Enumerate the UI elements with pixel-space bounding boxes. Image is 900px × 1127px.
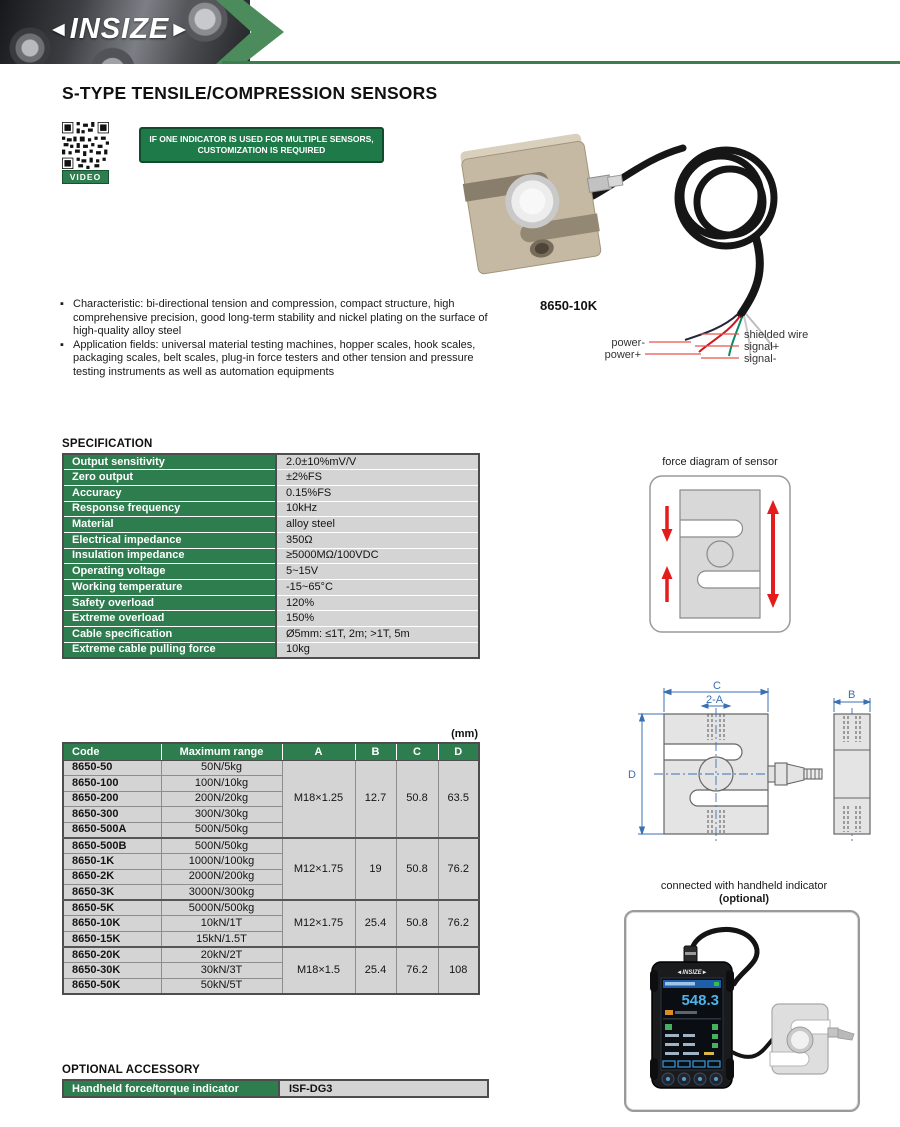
force-diagram — [640, 472, 800, 640]
dim-label-c: C — [713, 680, 721, 692]
col-header-code: Code — [63, 743, 161, 760]
table-row — [63, 760, 479, 776]
table-row — [63, 595, 479, 611]
table-row — [63, 548, 479, 564]
feature-application: ▪ Application fields: universal material testing machines, hopper scales, hook scales, packaging scales, belt scales, plug-in force testers and other tension and pressure testing instruments as well as automation equipments — [60, 339, 492, 380]
spec-value: 120% — [276, 595, 479, 611]
cell-range: 200N/20kg — [161, 791, 282, 807]
force-diagram-caption: force diagram of sensor — [662, 456, 778, 468]
col-header-a: A — [282, 743, 355, 760]
cell-range: 1000N/100kg — [161, 854, 282, 870]
cell-code: 8650-50 — [63, 760, 161, 776]
video-qr-block — [62, 122, 109, 184]
cell-range: 500N/50kg — [161, 822, 282, 838]
cell-range: 30kN/3T — [161, 963, 282, 979]
page-title: S-TYPE TENSILE/COMPRESSION SENSORS — [62, 83, 438, 103]
cell-d: 76.2 — [438, 900, 479, 947]
cell-range: 5000N/500kg — [161, 900, 282, 916]
cell-b: 19 — [355, 838, 396, 900]
specification-heading: SPECIFICATION — [62, 438, 153, 450]
cell-code: 8650-300 — [63, 807, 161, 823]
spec-label: Extreme overload — [63, 611, 276, 627]
cell-c: 50.8 — [396, 900, 438, 947]
cell-d: 63.5 — [438, 760, 479, 838]
col-header-d: D — [438, 743, 479, 760]
spec-value: 150% — [276, 611, 479, 627]
handheld-illustration-frame — [624, 910, 860, 1112]
table-row — [63, 564, 479, 580]
wire-label-signal-minus: signal- — [744, 353, 777, 365]
spec-value: alloy steel — [276, 517, 479, 533]
logo-text: INSIZE — [69, 13, 170, 45]
accessory-value: ISF-DG3 — [279, 1080, 488, 1097]
indicator-logo: ◄INSIZE► — [676, 970, 708, 976]
cell-code: 8650-50K — [63, 978, 161, 994]
spec-label: Safety overload — [63, 595, 276, 611]
spec-label: Material — [63, 517, 276, 533]
dimensions-section — [62, 728, 478, 995]
wire-label-power-minus: power- — [611, 337, 645, 349]
spec-label: Operating voltage — [63, 564, 276, 580]
cell-code: 8650-1K — [63, 854, 161, 870]
dim-label-b: B — [848, 689, 856, 701]
force-diagram-section — [628, 456, 812, 645]
qr-code[interactable] — [62, 122, 109, 169]
cell-range: 50N/5kg — [161, 760, 282, 776]
spec-label: Electrical impedance — [63, 532, 276, 548]
cell-a: M18×1.5 — [282, 947, 355, 994]
cell-c: 50.8 — [396, 760, 438, 838]
spec-value: 2.0±10%mV/V — [276, 454, 479, 470]
spec-value: ≥5000MΩ/100VDC — [276, 548, 479, 564]
handheld-section — [624, 880, 864, 1112]
feature-list — [60, 298, 492, 379]
specification-table — [62, 453, 480, 659]
cell-b: 12.7 — [355, 760, 396, 838]
product-photo — [433, 118, 868, 376]
table-row — [63, 532, 479, 548]
dimensions-table — [62, 742, 480, 995]
handheld-caption-line1: connected with handheld indicator — [660, 880, 828, 892]
spec-value: 10kg — [276, 642, 479, 658]
cell-code: 8650-20K — [63, 947, 161, 963]
spec-label: Extreme cable pulling force — [63, 642, 276, 658]
cell-range: 100N/10kg — [161, 776, 282, 792]
cell-d: 108 — [438, 947, 479, 994]
col-header-c: C — [396, 743, 438, 760]
notice-line2: CUSTOMIZATION IS REQUIRED — [197, 145, 326, 155]
spec-value: 350Ω — [276, 532, 479, 548]
table-header-row — [63, 743, 479, 760]
accessory-label: Handheld force/torque indicator — [63, 1080, 279, 1097]
sensor-body — [458, 128, 633, 275]
cell-code: 8650-500B — [63, 838, 161, 854]
table-row — [63, 470, 479, 486]
cell-range: 10kN/1T — [161, 916, 282, 932]
cell-code: 8650-2K — [63, 869, 161, 885]
cell-code: 8650-3K — [63, 885, 161, 901]
cell-code: 8650-30K — [63, 963, 161, 979]
cell-code: 8650-15K — [63, 932, 161, 948]
wire-label-power-plus: power+ — [604, 349, 641, 361]
cell-b: 25.4 — [355, 900, 396, 947]
table-row — [63, 485, 479, 501]
spec-label: Accuracy — [63, 485, 276, 501]
spec-label: Zero output — [63, 470, 276, 486]
feature-characteristic: ▪ Characteristic: bi-directional tension and compression, compact structure, high comprehensive precision, good long-term stability and nickel plating on the surface of high-quality alloy steel — [60, 298, 492, 339]
cell-code: 8650-10K — [63, 916, 161, 932]
sensor-cable — [593, 148, 774, 314]
spec-value: Ø5mm: ≤1T, 2m; >1T, 5m — [276, 627, 479, 643]
cell-range: 500N/50kg — [161, 838, 282, 854]
video-label: VIDEO — [62, 170, 109, 184]
col-header-range: Maximum range — [161, 743, 282, 760]
cell-range: 300N/30kg — [161, 807, 282, 823]
cell-range: 20kN/2T — [161, 947, 282, 963]
logo-right-arrow-icon: ► — [169, 18, 192, 41]
table-row — [63, 454, 479, 470]
optional-accessory-table — [62, 1079, 489, 1098]
spec-label: Response frequency — [63, 501, 276, 517]
table-row — [63, 838, 479, 854]
cell-code: 8650-500A — [63, 822, 161, 838]
table-row — [63, 947, 479, 963]
header-photo — [0, 0, 250, 64]
table-row — [63, 642, 479, 658]
wire-label-signal-plus: signal+ — [744, 341, 780, 353]
cell-c: 50.8 — [396, 838, 438, 900]
logo-left-arrow-icon: ◄ — [48, 18, 70, 41]
cell-a: M12×1.75 — [282, 838, 355, 900]
table-row — [63, 900, 479, 916]
spec-label: Output sensitivity — [63, 454, 276, 470]
dimension-drawing — [618, 678, 894, 864]
cell-code: 8650-100 — [63, 776, 161, 792]
cell-d: 76.2 — [438, 838, 479, 900]
spec-label: Cable specification — [63, 627, 276, 643]
cell-range: 3000N/300kg — [161, 885, 282, 901]
dim-label-d: D — [628, 769, 636, 781]
spec-value: ±2%FS — [276, 470, 479, 486]
table-row — [63, 627, 479, 643]
spec-value: 10kHz — [276, 501, 479, 517]
notice-line1: IF ONE INDICATOR IS USED FOR MULTIPLE SENSORS, — [149, 134, 374, 144]
cell-a: M18×1.25 — [282, 760, 355, 838]
cell-range: 2000N/200kg — [161, 869, 282, 885]
table-row — [63, 611, 479, 627]
optional-accessory-heading: OPTIONAL ACCESSORY — [62, 1064, 200, 1076]
insize-logo — [48, 13, 191, 46]
handheld-optional-label: (optional) — [718, 893, 770, 905]
dim-label-2a: 2-A — [706, 694, 724, 706]
spec-value: 5~15V — [276, 564, 479, 580]
cell-range: 50kN/5T — [161, 978, 282, 994]
cell-c: 76.2 — [396, 947, 438, 994]
customization-notice — [139, 127, 384, 163]
indicator-reading: 548.3 — [681, 992, 719, 1009]
product-model-label: 8650-10K — [540, 298, 598, 313]
cell-a: M12×1.75 — [282, 900, 355, 947]
spec-label: Insulation impedance — [63, 548, 276, 564]
connected-sensor — [770, 1004, 854, 1074]
cell-b: 25.4 — [355, 947, 396, 994]
unit-label: (mm) — [451, 728, 478, 740]
col-header-b: B — [355, 743, 396, 760]
handheld-illustration — [626, 912, 858, 1110]
spec-label: Working temperature — [63, 580, 276, 596]
cell-code: 8650-200 — [63, 791, 161, 807]
handheld-caption-line2 — [624, 893, 864, 906]
table-row — [63, 580, 479, 596]
spec-value: 0.15%FS — [276, 485, 479, 501]
wire-label-shielded: shielded wire — [744, 329, 809, 341]
table-row — [63, 1080, 488, 1097]
cell-code: 8650-5K — [63, 900, 161, 916]
spec-value: -15~65°C — [276, 580, 479, 596]
table-row — [63, 501, 479, 517]
cell-range: 15kN/1.5T — [161, 932, 282, 948]
table-row — [63, 517, 479, 533]
header-rule — [222, 61, 900, 64]
